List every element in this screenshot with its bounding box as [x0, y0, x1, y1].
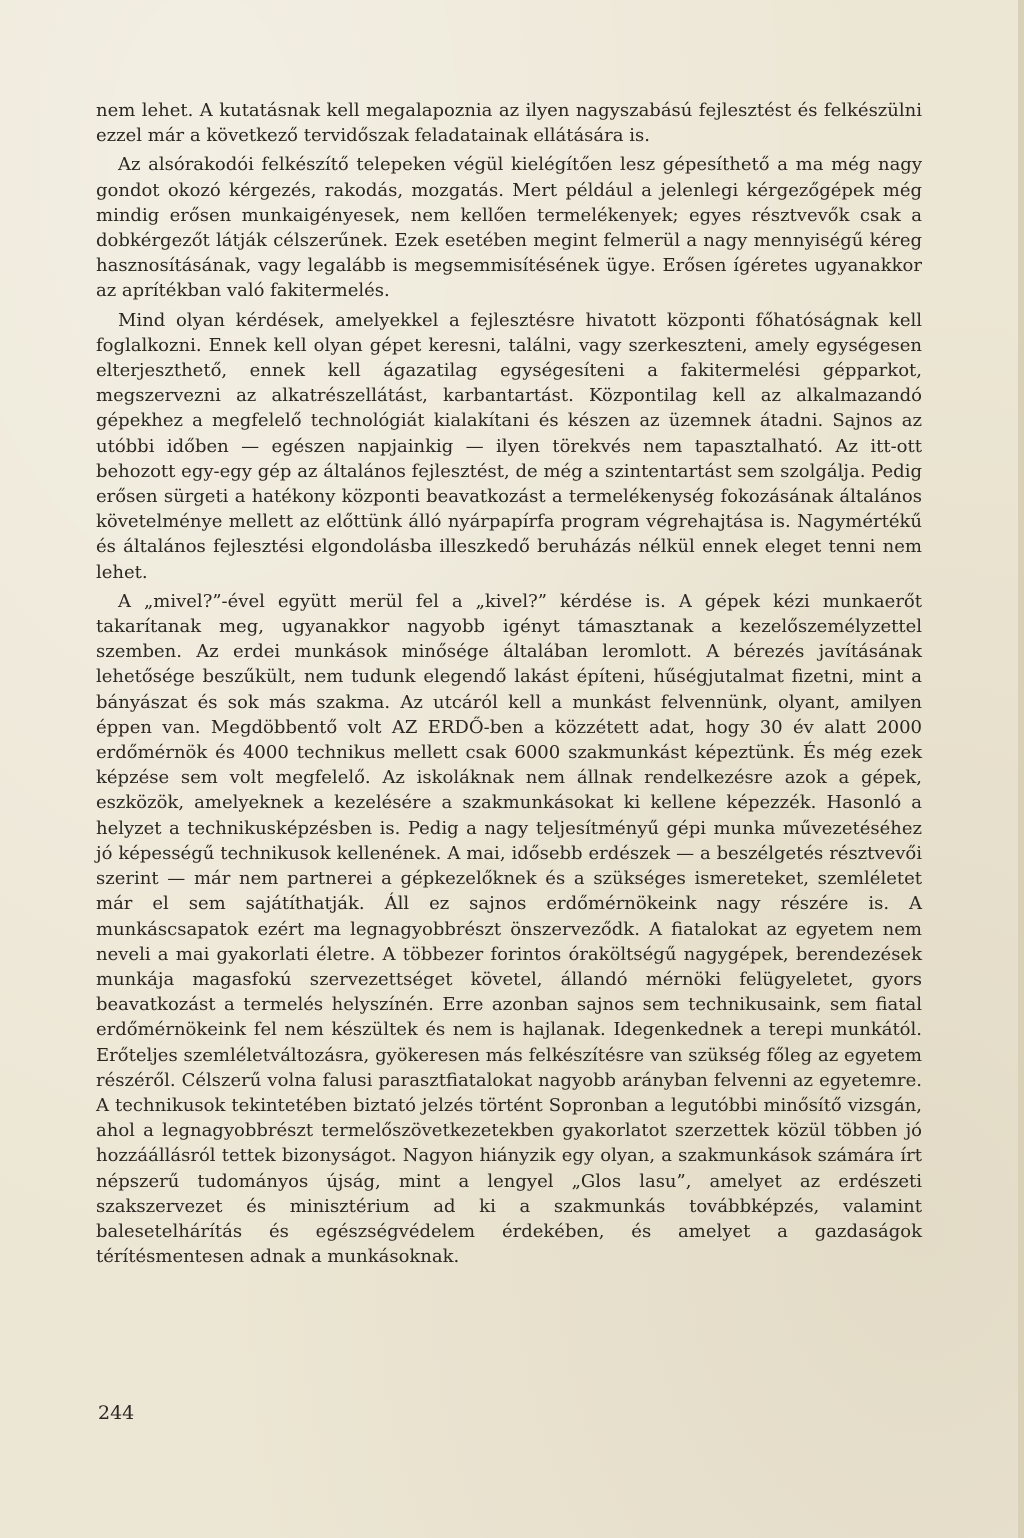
body-text: [96, 98, 922, 1273]
paragraph-3: Mind olyan kérdések, amelyekkel a fejlesztésre hivatott központi főhatóságnak kell foglalkozni. Ennek kell olyan gépet keresni, találni, vagy szerkeszteni, amely egységesen elterjeszthető, ennek kell ágazatilag egységesíteni a fakitermelési gépparkot, megszervezni az alkatrészellátást, karbantartást. Központilag kell az alkalmazandó gépekhez a megfelelő technológiát kialakítani és készen az üzemnek átadni. Sajnos az utóbbi időben — egészen napjainkig — ilyen törekvés nem tapasztalható. Az itt-ott behozott egy-egy gép az általános fejlesztést, de még a szintentartást sem szolgálja. Pedig erősen sürgeti a hatékony központi beavatkozást a termelékenység fokozásának általános követelménye mellett az előttünk álló nyárpapírfa program végrehajtása is. Nagymértékű és általános fejlesztési elgondolásba illeszkedő beruházás nélkül ennek eleget tenni nem lehet.: [96, 309, 922, 583]
paragraph-1: nem lehet. A kutatásnak kell megalapoznia az ilyen nagyszabású fejlesztést és felkészülni ezzel már a következő tervidőszak feladatainak ellátására is.: [96, 100, 922, 147]
paragraph-4: A „mivel?”-ével együtt merül fel a „kivel?” kérdése is. A gépek kézi munkaerőt takarítanak meg, ugyanakkor nagyobb igényt támasztanak a kezelőszemélyzettel szemben. Az erdei munkások minősége általában leromlott. A bérezés javításának lehetősége beszűkült, nem tudunk elegendő lakást építeni, hűségjutalmat fizetni, mint a bányászat és sok más szakma. Az utcáról kell a munkást felvennünk, olyant, amilyen éppen van. Megdöbbentő volt AZ ERDŐ-ben a közzétett adat, hogy 30 év alatt 2000 erdőmérnök és 4000 technikus mellett csak 6000 szakmunkást képeztünk. És még ezek képzése sem volt megfelelő. Az iskoláknak nem állnak rendelkezésre azok a gépek, eszközök, amelyeknek a kezelésére a szakmunkásokat ki kellene képezzék. Hasonló a helyzet a technikusképzésben is. Pedig a nagy teljesítményű gépi munka művezetéséhez jó képességű technikusok kellenének. A mai, idősebb erdészek — a beszélgetés résztvevői szerint — már nem partnerei a gépkezelőknek és a szükséges ismereteket, szemléletet már el sem sajátíthatják. Áll ez sajnos erdőmérnökeink nagy részére is. A munkáscsapatok ezért ma legnagyobbrészt önszerveződk. A fiatalokat az egyetem nem neveli a mai gyakorlati életre. A többezer forintos óraköltségű nagygépek, berendezések munkája magasfokú szervezettséget követel, állandó mérnöki felügyeletet, gyors beavatkozást a termelés helyszínén. Erre azonban sajnos sem technikusaink, sem fiatal erdőmérnökeink fel nem készültek és nem is hajlanak. Idegenkednek a terepi munkától. Erőteljes szemléletváltozásra, gyökeresen más felkészítésre van szükség főleg az egyetem részéről. Célszerű volna falusi parasztfiatalokat nagyobb arányban felvenni az egyetemre. A technikusok tekintetében biztató jelzés történt Sopronban a legutóbbi minősítő vizsgán, ahol a legnagyobbrészt termelőszövetkezetekben gyakorlatot szerzettek közül többen jó hozzáállásról tettek bizonyságot. Nagyon hiányzik egy olyan, a szakmunkások számára írt népszerű tudományos újság, mint a lengyel „Glos lasu”, amelyet az erdészeti szakszervezet és minisztérium ad ki a szakmunkás továbbképzés, valamint balesetelhárítás és egészségvédelem érdekében, és amelyet a gazdaságok térítésmentesen adnak a munkásoknak.: [96, 590, 922, 1268]
page-number: 244: [98, 1402, 135, 1424]
paragraph-2: Az alsórakodói felkészítő telepeken végül kielégítően lesz gépesíthető a ma még nagy gondot okozó kérgezés, rakodás, mozgatás. Mert például a jelenlegi kérgezőgépek még mindig erősen munkaigényesek, nem kellően termelékenyek; egyes résztvevők csak a dobkérgezőt látják célszerűnek. Ezek esetében megint felmerül a nagy mennyiségű kéreg hasznosításának, vagy legalább is megsemmisítésének ügye. Erősen ígéretes ugyanakkor az aprítékban való fakitermelés.: [96, 154, 922, 302]
